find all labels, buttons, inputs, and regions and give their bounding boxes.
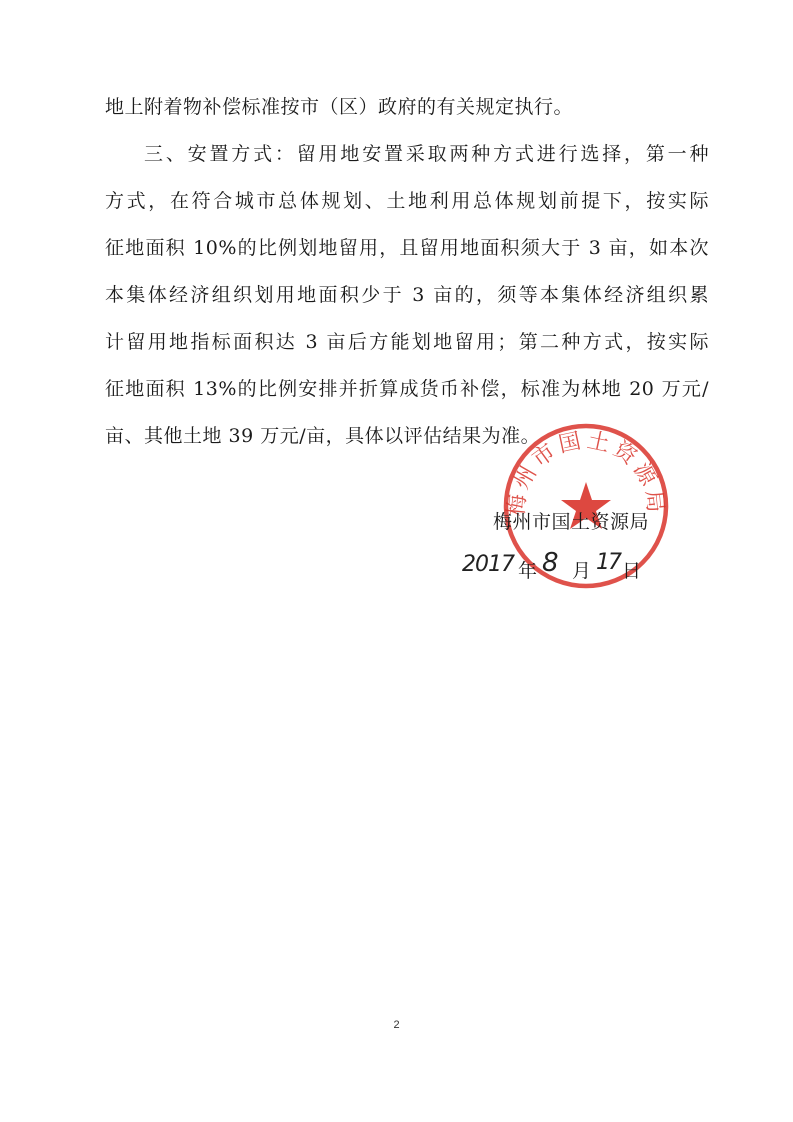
handwritten-month: 8 [542,548,559,578]
body-line-4: 征地面积 10%的比例划地留用，且留用地面积须大于 3 亩，如本次 [105,237,709,259]
seal-arc-text: 梅州市国土资源局 [504,428,668,518]
year-char: 年 [518,560,538,582]
body-line-6: 计留用地指标面积达 3 亩后方能划地留用；第二种方式，按实际 [105,331,709,353]
section-heading-line: 三、安置方式：留用地安置采取两种方式进行选择，第一种 [144,143,709,165]
handwritten-day: 17 [596,550,620,575]
day-char: 日 [622,560,642,582]
body-line-1: 地上附着物补偿标准按市（区）政府的有关规定执行。 [105,96,574,118]
body-line-3: 方式，在符合城市总体规划、土地利用总体规划前提下，按实际 [105,190,709,212]
body-line-7: 征地面积 13%的比例安排并折算成货币补偿，标准为林地 20 万元/ [105,378,709,400]
issuer-organization-name: 梅州市国土资源局 [493,511,650,533]
body-line-8: 亩、其他土地 39 万元/亩，具体以评估结果为准。 [105,425,541,447]
handwritten-year: 2017 [462,552,514,577]
body-line-5: 本集体经济组织划用地面积少于 3 亩的，须等本集体经济组织累 [105,284,709,306]
page-number: 2 [393,1019,400,1031]
month-char: 月 [572,560,592,582]
signature-date [462,546,662,586]
